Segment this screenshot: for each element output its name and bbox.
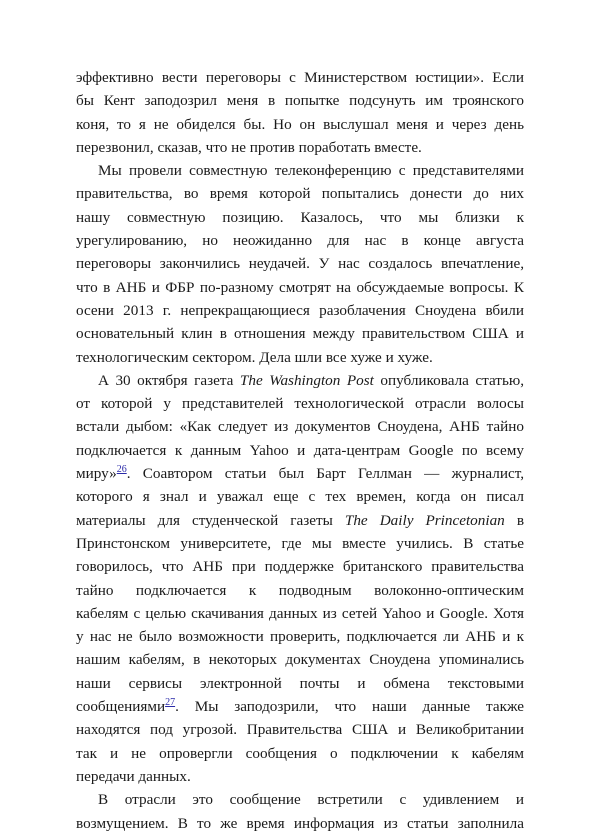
text-line: эффективно вести переговоры с Министерством юстиции». Если — [76, 69, 524, 86]
text-span: материалы для студенческой газеты — [76, 511, 345, 529]
text-line: основательный клин в отношения между правительством США и — [76, 325, 524, 343]
text-line: встали дыбом: «Как следует из документов Сноудена, АНБ тайно — [76, 418, 524, 436]
footnote-ref — [165, 697, 175, 708]
text-line: находятся под угрозой. Правительства США и Великобритании — [76, 721, 524, 739]
text-line: коня, то я не обиделся бы. Но он выслушал меня и через день — [76, 115, 524, 133]
text-line: возмущением. В то же время информация из статьи заполнила — [76, 814, 524, 832]
text-line: от которой у представителей технологической отрасли волосы — [76, 395, 524, 413]
footnote-link-27[interactable]: 27 — [165, 697, 176, 709]
newspaper-title: The Washington Post — [239, 371, 374, 389]
text-line: что в АНБ и ФБР по-разному смотрят на обсуждаемые вопросы. К — [76, 278, 524, 296]
text-line: тайно подключается к подводным волоконно-оптическим — [76, 581, 524, 599]
text-line: урегулированию, но неожиданно для нас в конце августа — [76, 232, 524, 250]
text-line: нашим кабелям, в некоторых документах Сноудена упоминались — [76, 651, 524, 669]
text-line: которого я знал и уважал еще с тех времен, когда он писал — [76, 488, 524, 506]
text-line — [76, 509, 524, 532]
text-line: у нас не было возможности проверить, подключается ли АНБ и к — [76, 628, 524, 646]
text-line: правительства, во время которой попытались донести до них — [76, 185, 524, 203]
text-line — [76, 462, 524, 485]
text-span: в — [504, 511, 524, 529]
text-line: нашу совместную позицию. Казалось, что мы близки к — [76, 208, 524, 226]
text-line: технологическим сектором. Дела шли все хуже и хуже. — [76, 348, 433, 366]
text-line — [76, 695, 524, 718]
text-line: перезвонил, сказав, что не против поработать вместе. — [76, 138, 422, 156]
footnote-link-26[interactable]: 26 — [116, 464, 127, 476]
footnote-ref — [117, 464, 127, 475]
text-line: переговоры закончились неудачей. У нас создалось впечатление, — [76, 255, 524, 273]
text-span: . Соавтором статьи был Барт Геллман — журналист, — [126, 465, 524, 483]
text-line: говорилось, что АНБ при поддержке британского правительства — [76, 558, 524, 576]
text-span: опубликовала статью, — [373, 371, 525, 389]
paragraph-start-line — [76, 369, 524, 392]
text-span: миру» — [76, 465, 117, 483]
text-line: бы Кент заподозрил меня в попытке подсунуть им троянского — [76, 92, 524, 110]
text-line: осени 2013 г. непрекращающиеся разоблачения Сноудена вбили — [76, 301, 524, 319]
newspaper-title: The Daily Princetonian — [344, 511, 505, 529]
paragraph-start-line: Мы провели совместную телеконференцию с представителями — [98, 162, 524, 180]
text-line: передачи данных. — [76, 767, 191, 785]
text-line: Принстонском университете, где мы вместе учились. В статье — [76, 534, 524, 552]
document-page — [76, 66, 524, 835]
text-span: сообщениями — [76, 698, 166, 716]
text-span: . Мы заподозрили, что наши данные также — [175, 698, 524, 716]
paragraph-start-line: В отрасли это сообщение встретили с удивлением и — [98, 791, 524, 809]
text-span: А 30 октября газета — [98, 371, 240, 389]
text-line: наши сервисы электронной почты и обмена текстовыми — [76, 674, 524, 692]
text-line: так и не опровергли сообщения о подключении к кабелям — [76, 744, 524, 762]
text-line: кабелям с целью скачивания данных из сетей Yahoo и Google. Хотя — [76, 604, 524, 622]
text-line: подключается к данным Yahoo и дата-центрам Google по всему — [76, 441, 524, 459]
